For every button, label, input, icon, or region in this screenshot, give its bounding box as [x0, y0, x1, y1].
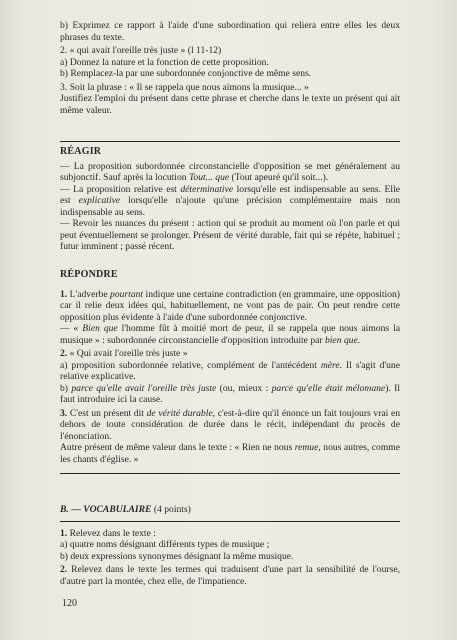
question-2a: a) Donnez la nature et la fonction de cette proposition. [60, 56, 269, 68]
reagir-paragraph-2: — La proposition relative est déterminative lorsqu'elle est indispensable au sens. Elle est explicative lorsqu'elle n'ajoute qu'une précision complémentaire mais non indispensable au sens. [60, 183, 400, 218]
heading-vocabulaire: B. — VOCABULAIRE (4 points) [60, 504, 191, 515]
repondre-paragraph-3b: Autre présent de même valeur dans le texte : « Rien ne nous remue, nous autres, comme les chants d'église. » [60, 442, 400, 465]
repondre-paragraph-1b: — « Bien que l'homme fût à moitié mort de peur, il se rappela que nous aimons la musique » : subordonnée circonstancielle d'opposition introduite par bien que. [60, 323, 400, 346]
vocab-question-2: 2. Relevez dans le texte les termes qui traduisent d'une part la sensibilité de l'ourse, d'autre part la montée, chez elle, de l'impatience. [60, 564, 400, 587]
question-1b: b) Exprimez ce rapport à l'aide d'une subordination qui reliera entre elles les deux phrases du texte. [60, 20, 400, 43]
section-divider [60, 521, 400, 522]
heading-reagir: RÉAGIR [60, 146, 102, 157]
vocab-question-1b: b) deux expressions synonymes désignant la même musique. [60, 550, 294, 562]
repondre-paragraph-3: 3. C'est un présent dit de vérité durable, c'est-à-dire qu'il énonce un fait toujours vrai en dehors de toute considération de durée dans le récit, indépendant du procès de l'énonciation. [60, 407, 401, 442]
question-2b: b) Remplacez-la par une subordonnée conjonctive de même sens. [60, 68, 312, 79]
section-divider [60, 473, 400, 474]
vocab-question-1a: a) quatre noms désignant différents types de musique ; [60, 539, 270, 550]
reagir-paragraph-1: — La proposition subordonnée circonstancielle d'opposition se met généralement au subjonctif. Sauf après la locution Tout... que (Tout apeuré qu'il soit...). [60, 160, 400, 183]
repondre-2a: a) proposition subordonnée relative, complément de l'antécédent mère. Il s'agit d'une relative explicative. [60, 359, 400, 382]
question-3-title: 3. Soit la phrase : « Il se rappela que nous aimons la musique... » [60, 81, 309, 93]
question-2-title: 2. « qui avait l'oreille très juste » (l 11-12) [60, 45, 222, 56]
page-number: 120 [62, 598, 77, 609]
section-reagir [60, 141, 400, 253]
section-divider [60, 141, 400, 142]
repondre-paragraph-1: 1. L'adverbe pourtant indique une certaine contradiction (en grammaire, une opposition) car il relie deux idées qui, habituellement, ne vont pas de pair. On peut rendre cette opposition plus évidente à l'aide d'une subordonnée conjonctive. [60, 288, 401, 323]
vocab-question-1: 1. Relevez dans le texte : [60, 527, 156, 539]
reagir-paragraph-3: — Revoir les nuances du présent : action qui se produit au moment où l'on parle et qui peut éventuellement se prolonger. Présent de vérité durable, fait qui se répète, habituel ; futur imminent ; passé récent. [60, 218, 400, 252]
repondre-2b: b) parce qu'elle avait l'oreille très juste (ou, mieux : parce qu'elle était mélomane). Il faut introduire ici la cause. [60, 382, 401, 405]
question-3-text: Justifiez l'emploi du présent dans cette phrase et cherche dans le texte un présent qui ait même valeur. [60, 93, 400, 116]
repondre-2-title: 2. « Qui avait l'oreille très juste » [60, 348, 188, 359]
section-vocabulaire [60, 504, 400, 587]
heading-repondre: RÉPONDRE [60, 269, 118, 280]
section-repondre [60, 269, 400, 474]
previous-questions [60, 20, 400, 116]
